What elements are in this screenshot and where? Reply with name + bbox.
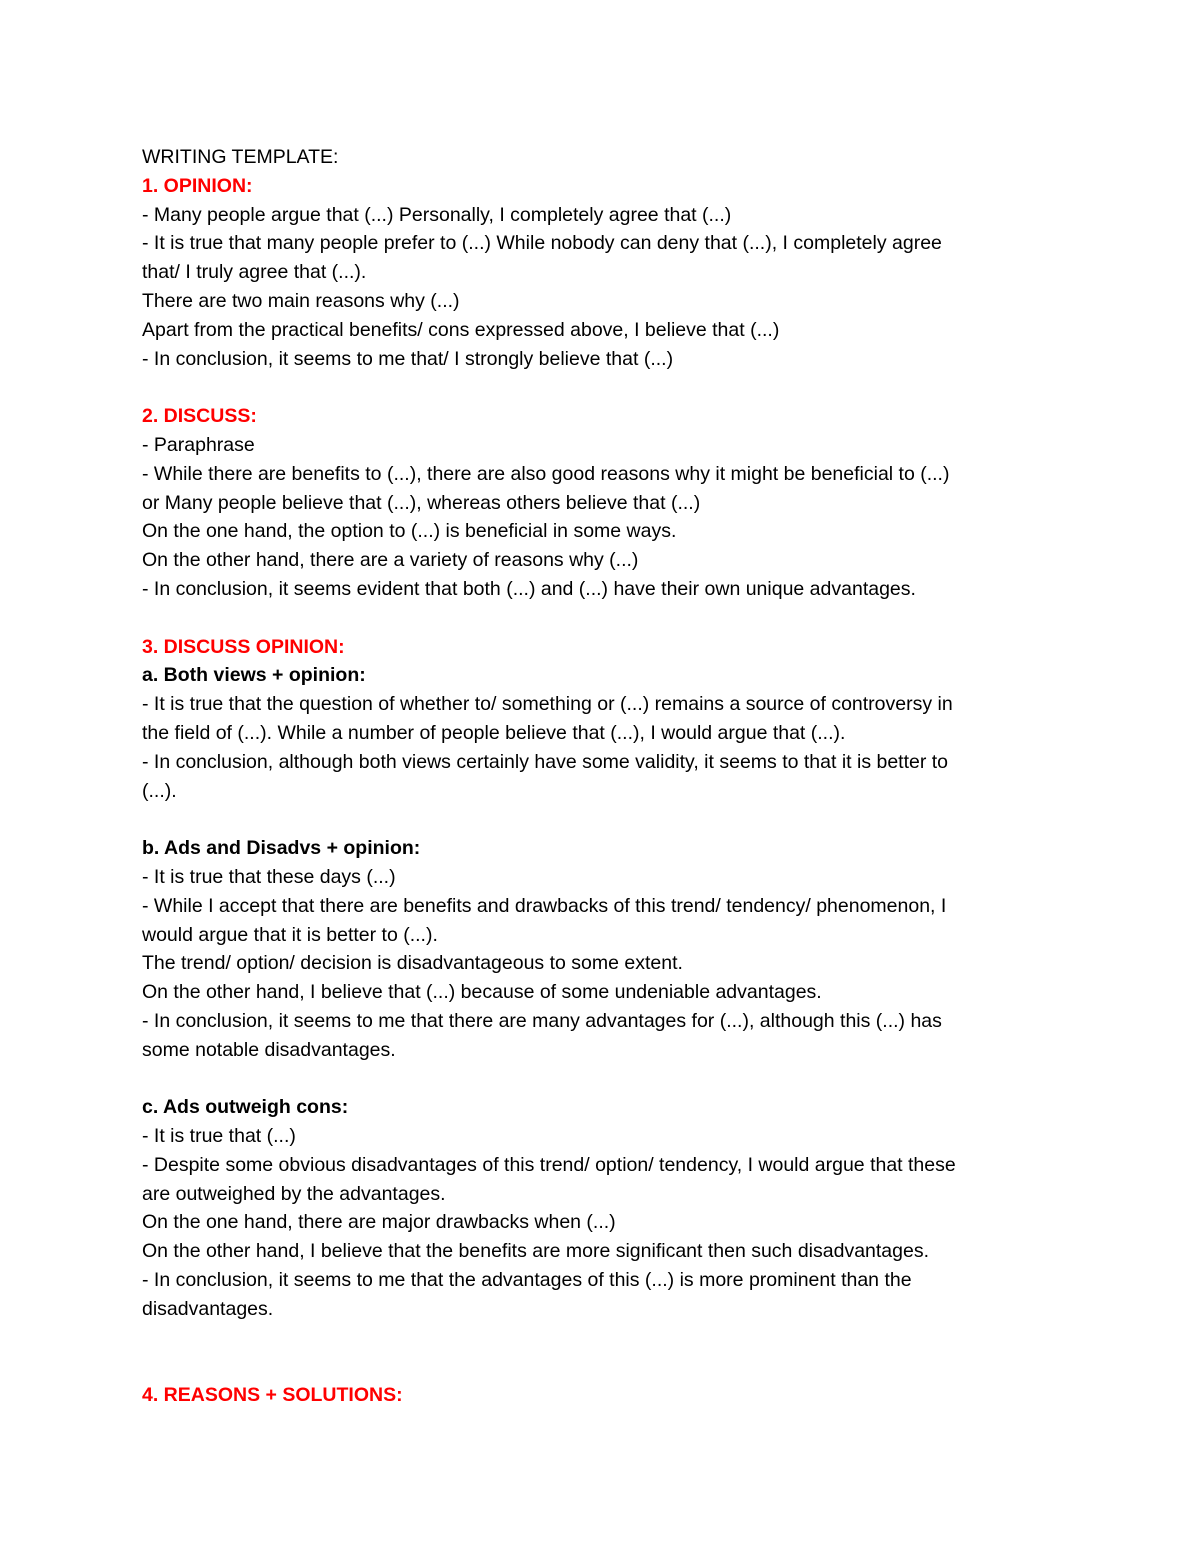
text-line: - In conclusion, it seems to me that/ I strongly believe that (...) <box>142 347 674 370</box>
text-line: - Many people argue that (...) Personally, I completely agree that (...) <box>142 203 732 226</box>
document-page <box>142 143 1062 1410</box>
text-line: On the other hand, there are a variety of reasons why (...) <box>142 549 639 572</box>
blank-line <box>142 1065 1062 1094</box>
text-line: - In conclusion, although both views certainly have some validity, it seems to that it is better to <box>142 750 949 773</box>
text-line: - It is true that (...) <box>142 1125 296 1148</box>
text-line: would argue that it is better to (...). <box>142 923 438 946</box>
text-line: - It is true that many people prefer to (...) While nobody can deny that (...), I completely agree <box>142 232 942 255</box>
text-line: - In conclusion, it seems to me that there are many advantages for (...), although this (...) has <box>142 1009 942 1032</box>
text-line: - It is true that these days (...) <box>142 865 396 888</box>
text-line: or Many people believe that (...), whereas others believe that (...) <box>142 491 701 514</box>
subheading-ads-disadvs: b. Ads and Disadvs + opinion: <box>142 837 421 860</box>
section-heading-opinion: 1. OPINION: <box>142 174 253 197</box>
text-line: On the one hand, the option to (...) is beneficial in some ways. <box>142 520 677 543</box>
section-heading-discuss-opinion: 3. DISCUSS OPINION: <box>142 635 345 658</box>
text-line: - While there are benefits to (...), there are also good reasons why it might be beneficial to (...) <box>142 462 950 485</box>
text-line: some notable disadvantages. <box>142 1038 396 1061</box>
subheading-ads-outweigh: c. Ads outweigh cons: <box>142 1096 349 1119</box>
text-line: Apart from the practical benefits/ cons expressed above, I believe that (...) <box>142 318 780 341</box>
text-line: are outweighed by the advantages. <box>142 1182 446 1205</box>
text-line: There are two main reasons why (...) <box>142 289 460 312</box>
blank-line <box>142 1324 1062 1382</box>
text-line: that/ I truly agree that (...). <box>142 261 367 284</box>
text-line: - It is true that the question of whether to/ something or (...) remains a source of controversy in <box>142 693 953 716</box>
blank-line <box>142 805 1062 834</box>
text-line: The trend/ option/ decision is disadvantageous to some extent. <box>142 952 683 975</box>
text-line: - Paraphrase <box>142 433 255 456</box>
text-line: disadvantages. <box>142 1297 274 1320</box>
blank-line <box>142 373 1062 402</box>
document-title: WRITING TEMPLATE: <box>142 146 339 168</box>
text-line: - Despite some obvious disadvantages of this trend/ option/ tendency, I would argue that these <box>142 1153 956 1176</box>
text-line: - In conclusion, it seems to me that the advantages of this (...) is more prominent than the <box>142 1269 912 1292</box>
text-line: the field of (...). While a number of people believe that (...), I would argue that (...). <box>142 721 846 744</box>
text-line: On the other hand, I believe that (...) because of some undeniable advantages. <box>142 981 822 1004</box>
text-line: On the other hand, I believe that the benefits are more significant then such disadvantages. <box>142 1240 929 1263</box>
text-line: (...). <box>142 779 177 802</box>
text-line: On the one hand, there are major drawbacks when (...) <box>142 1211 616 1234</box>
section-heading-discuss: 2. DISCUSS: <box>142 405 257 428</box>
text-line: - In conclusion, it seems evident that both (...) and (...) have their own unique advantages. <box>142 577 916 600</box>
section-heading-reasons-solutions: 4. REASONS + SOLUTIONS: <box>142 1384 403 1407</box>
text-line: - While I accept that there are benefits and drawbacks of this trend/ tendency/ phenomenon, I <box>142 894 947 917</box>
blank-line <box>142 604 1062 633</box>
subheading-both-views: a. Both views + opinion: <box>142 664 366 687</box>
